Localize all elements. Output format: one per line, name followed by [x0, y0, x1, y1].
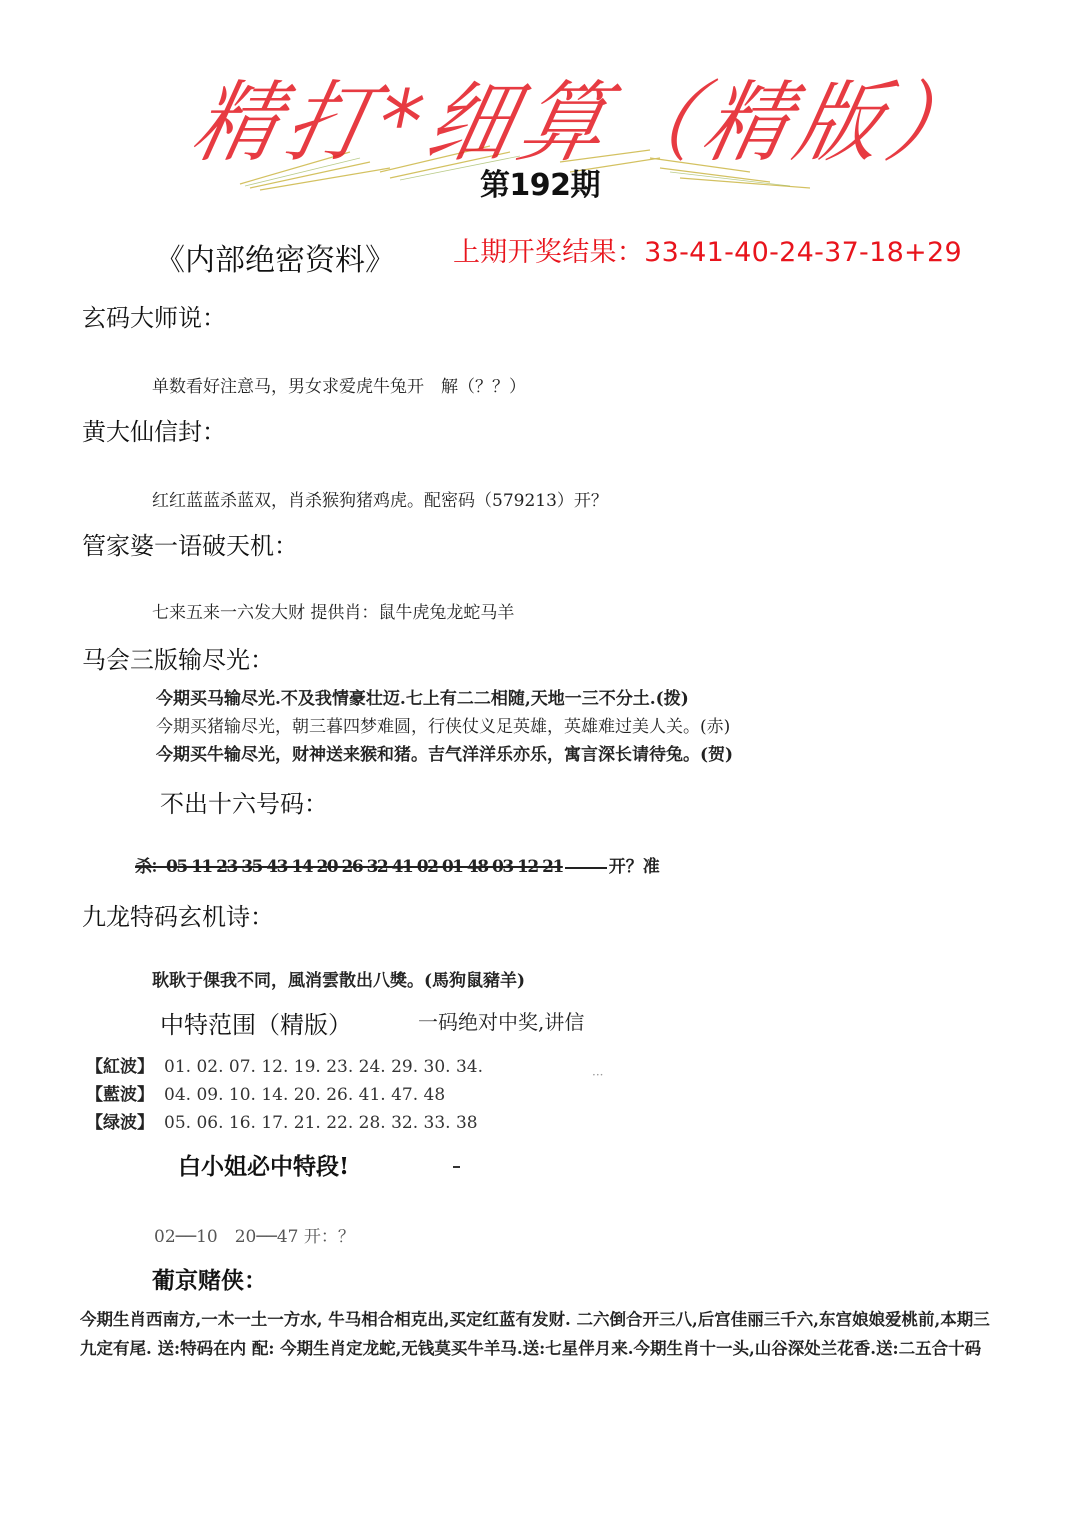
section-text-jiulong: 耿耿于倮我不同，風消雲散出八獎。(馬狗鼠豬羊): [152, 971, 526, 991]
zhongte-side-note: 一码绝对中奖,讲信: [418, 1010, 584, 1034]
banner-title: [184, 52, 992, 174]
section-heading-xuanma: 玄码大师说：: [82, 304, 226, 332]
secret-title: 《内部绝密资料》: [155, 243, 395, 278]
section-heading-guanjiapo: 管家婆一语破天机：: [82, 532, 298, 560]
mahui-line-3: 今期买牛输尽光，财神送来猴和猪。吉气洋洋乐亦乐，寓言深长请待兔。(贺): [156, 745, 734, 765]
section-heading-zhongte: 中特范围（精版）: [160, 1011, 352, 1039]
section-heading-no16: 不出十六号码：: [160, 790, 328, 818]
section-text-baixiaojie: 02──10 20──47 开：？: [154, 1227, 355, 1247]
section-heading-pujing: 葡京赌侠：: [152, 1267, 267, 1294]
section-text-guanjiapo: 七来五来一六发大财 提供肖：鼠牛虎兔龙蛇马羊: [152, 603, 515, 623]
wave-row-red: [86, 1052, 483, 1077]
wave-numbers-blue: 04. 09. 10. 14. 20. 26. 41. 47. 48: [164, 1085, 446, 1105]
section-heading-baixiaojie: 白小姐必中特段!: [178, 1153, 350, 1180]
long-dash: [565, 867, 607, 869]
section-heading-jiulong: 九龙特码玄机诗：: [82, 903, 274, 931]
issue-number: 第192期: [479, 168, 601, 203]
section-text-huangdaxian: 红红蓝蓝杀蓝双，肖杀猴狗猪鸡虎。配密码（579213）开？: [152, 491, 608, 511]
kill-label: 杀：: [135, 857, 166, 877]
wave-numbers-red: 01. 02. 07. 12. 19. 23. 24. 29. 30. 34.: [164, 1057, 483, 1077]
banner-title-text: 精打*细算（精版）: [184, 70, 992, 174]
kill-suffix: 开？准: [608, 857, 660, 877]
last-draw-label: 上期开奖结果：: [453, 237, 645, 268]
wave-numbers-green: 05. 06. 16. 17. 21. 22. 28. 32. 33. 38: [164, 1113, 478, 1133]
section-heading-huangdaxian: 黄大仙信封：: [82, 418, 226, 446]
ellipsis-mark: ···: [592, 1068, 604, 1082]
last-draw-numbers: 33-41-40-24-37-18+29: [644, 237, 962, 268]
pujing-paragraph: 今期生肖西南方,一木一土一方水, 牛马相合相克出,买定红蓝有发财. 二六倒合开三八,后宫佳丽三千六,东宫娘娘爱桃前,本期三九定有尾. 送:特码在内 配: 今期生肖定龙蛇,无钱莫买牛羊马.送:七星伴月来.今期生肖十一头,山谷深处兰花香.送:二五合十码: [80, 1310, 990, 1358]
wave-label-green: 【绿波】: [86, 1113, 154, 1133]
section-heading-mahui: 马会三版输尽光：: [82, 646, 274, 674]
kill-numbers-line: [135, 852, 660, 877]
kill-numbers: 05 11 23 35 43 14 20 26 32 41 02 01 48 03 12 21: [166, 857, 563, 877]
wave-row-green: [86, 1108, 478, 1133]
section-text-xuanma: 单数看好注意马，男女求爱虎牛兔开 解（？？）: [152, 377, 526, 397]
wave-label-blue: 【藍波】: [86, 1085, 154, 1105]
wave-label-red: 【紅波】: [86, 1057, 154, 1077]
stray-mark: [453, 1166, 460, 1168]
mahui-line-1: 今期买马输尽光.不及我情豪壮迈.七上有二二相随,天地一三不分土.(拨): [156, 689, 689, 709]
last-draw-result: [453, 230, 962, 269]
mahui-line-2: 今期买猪输尽光，朝三暮四梦难圆，行侠仗义足英雄，英雄难过美人关。(赤): [156, 717, 731, 737]
wave-row-blue: [86, 1080, 445, 1105]
